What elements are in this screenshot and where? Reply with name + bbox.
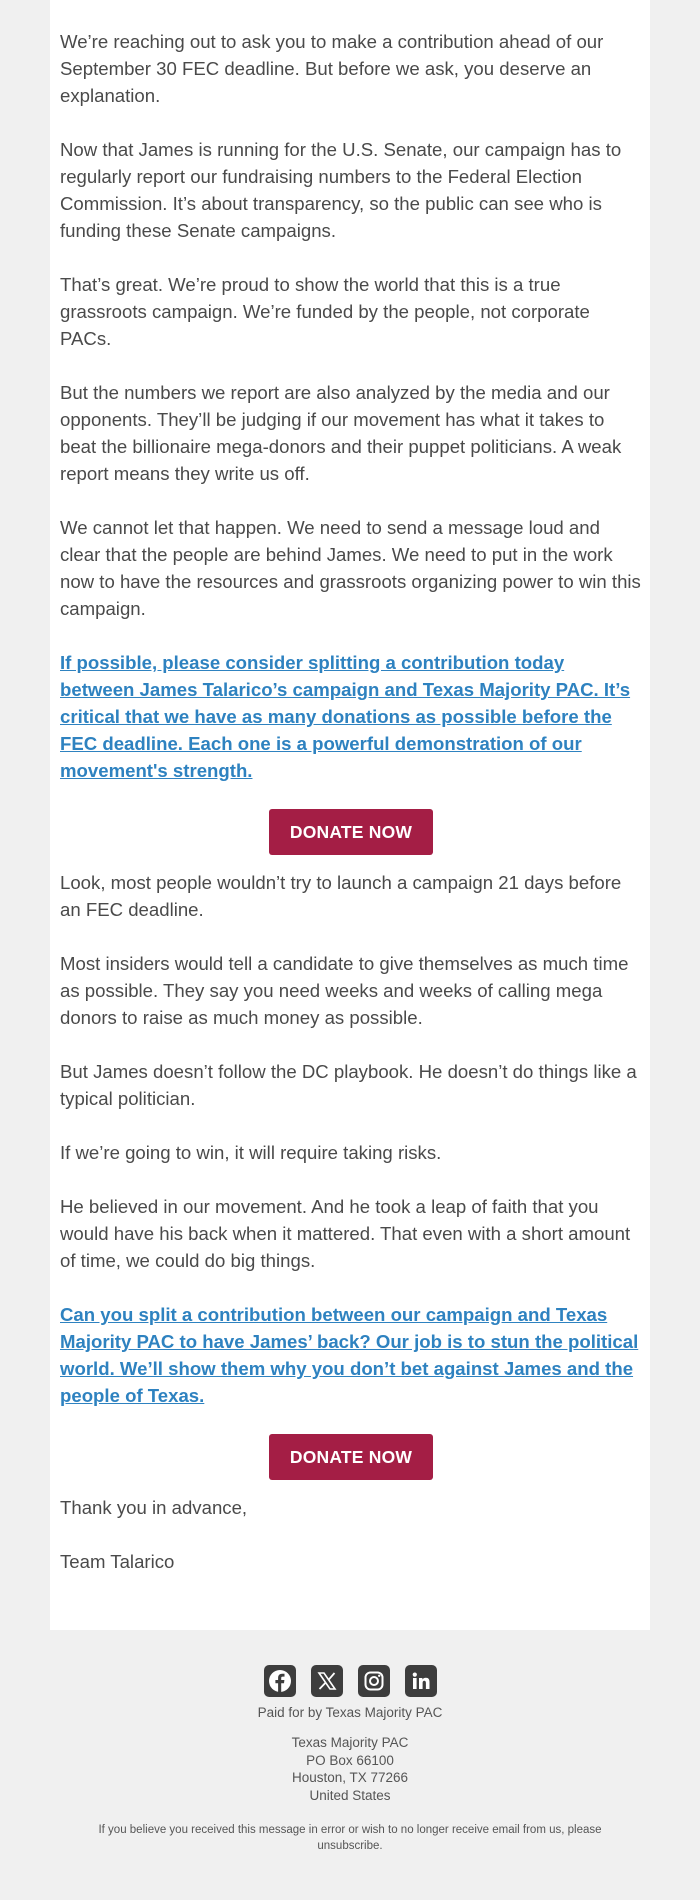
donate-now-button-2[interactable]: DONATE NOW [269, 1434, 433, 1480]
paragraph: But James doesn’t follow the DC playbook. He doesn’t do things like a typical politician. [60, 1061, 637, 1109]
paragraph: We cannot let that happen. We need to send a message loud and clear that the people are behind James. We need to put in the work now to have the resources and grassroots organizing power to win this campaign. [60, 517, 641, 619]
paragraph: But the numbers we report are also analyzed by the media and our opponents. They’ll be judging if our movement has what it takes to beat the billionaire mega-donors and their puppet politicians. A weak report means they write us off. [60, 382, 622, 484]
email-footer [0, 1665, 700, 1854]
social-links [0, 1665, 700, 1697]
address-line: PO Box 66100 [306, 1752, 394, 1768]
paragraph: Look, most people wouldn’t try to launch a campaign 21 days before an FEC deadline. [60, 872, 622, 920]
paragraph: Now that James is running for the U.S. Senate, our campaign has to regularly report our fundraising numbers to the Federal Election Commission. It’s about transparency, so the public can see who is funding these Senate campaigns. [60, 139, 622, 241]
donate-button-container-2 [60, 1434, 642, 1480]
address-line: United States [309, 1787, 391, 1803]
signature: Team Talarico [60, 1551, 175, 1572]
paid-for-disclaimer: Paid for by Texas Majority PAC [257, 1705, 443, 1720]
facebook-icon[interactable] [264, 1665, 296, 1697]
unsubscribe-notice[interactable]: If you believe you received this message in error or wish to no longer receive email from us, please unsubscribe. [98, 1824, 602, 1852]
split-contribution-link[interactable]: If possible, please consider splitting a contribution today between James Talarico’s campaign and Texas Majority PAC. It’s critical that we have as many donations as possible before the FEC deadline. Each one is a powerful demonstration of our movement's strength. [60, 652, 631, 781]
linkedin-icon[interactable] [405, 1665, 437, 1697]
x-icon[interactable] [311, 1665, 343, 1697]
address-line: Texas Majority PAC [291, 1735, 409, 1750]
paragraph: We’re reaching out to ask you to make a contribution ahead of our September 30 FEC deadline. But before we ask, you deserve an explanation. [60, 31, 604, 106]
split-contribution-link-2[interactable]: Can you split a contribution between our campaign and Texas Majority PAC to have James’ back? Our job is to stun the political world. We’ll show them why you don’t bet against James and the people of Texas. [60, 1304, 639, 1406]
email-body [60, 28, 642, 1602]
email-card [50, 0, 650, 1630]
paragraph: Most insiders would tell a candidate to give themselves as much time as possible. They say you need weeks and weeks of calling mega donors to raise as much money as possible. [60, 953, 629, 1028]
donate-button-container [60, 809, 642, 855]
instagram-icon[interactable] [358, 1665, 390, 1697]
mailing-address [0, 1734, 700, 1804]
paragraph: That’s great. We’re proud to show the world that this is a true grassroots campaign. We’re funded by the people, not corporate PACs. [60, 274, 590, 349]
paragraph: He believed in our movement. And he took a leap of faith that you would have his back when it mattered. That even with a short amount of time, we could do big things. [60, 1196, 631, 1271]
paragraph: If we’re going to win, it will require taking risks. [60, 1142, 442, 1163]
address-line: Houston, TX 77266 [291, 1770, 409, 1785]
closing-text: Thank you in advance, [60, 1497, 248, 1518]
donate-now-button[interactable]: DONATE NOW [269, 809, 433, 855]
